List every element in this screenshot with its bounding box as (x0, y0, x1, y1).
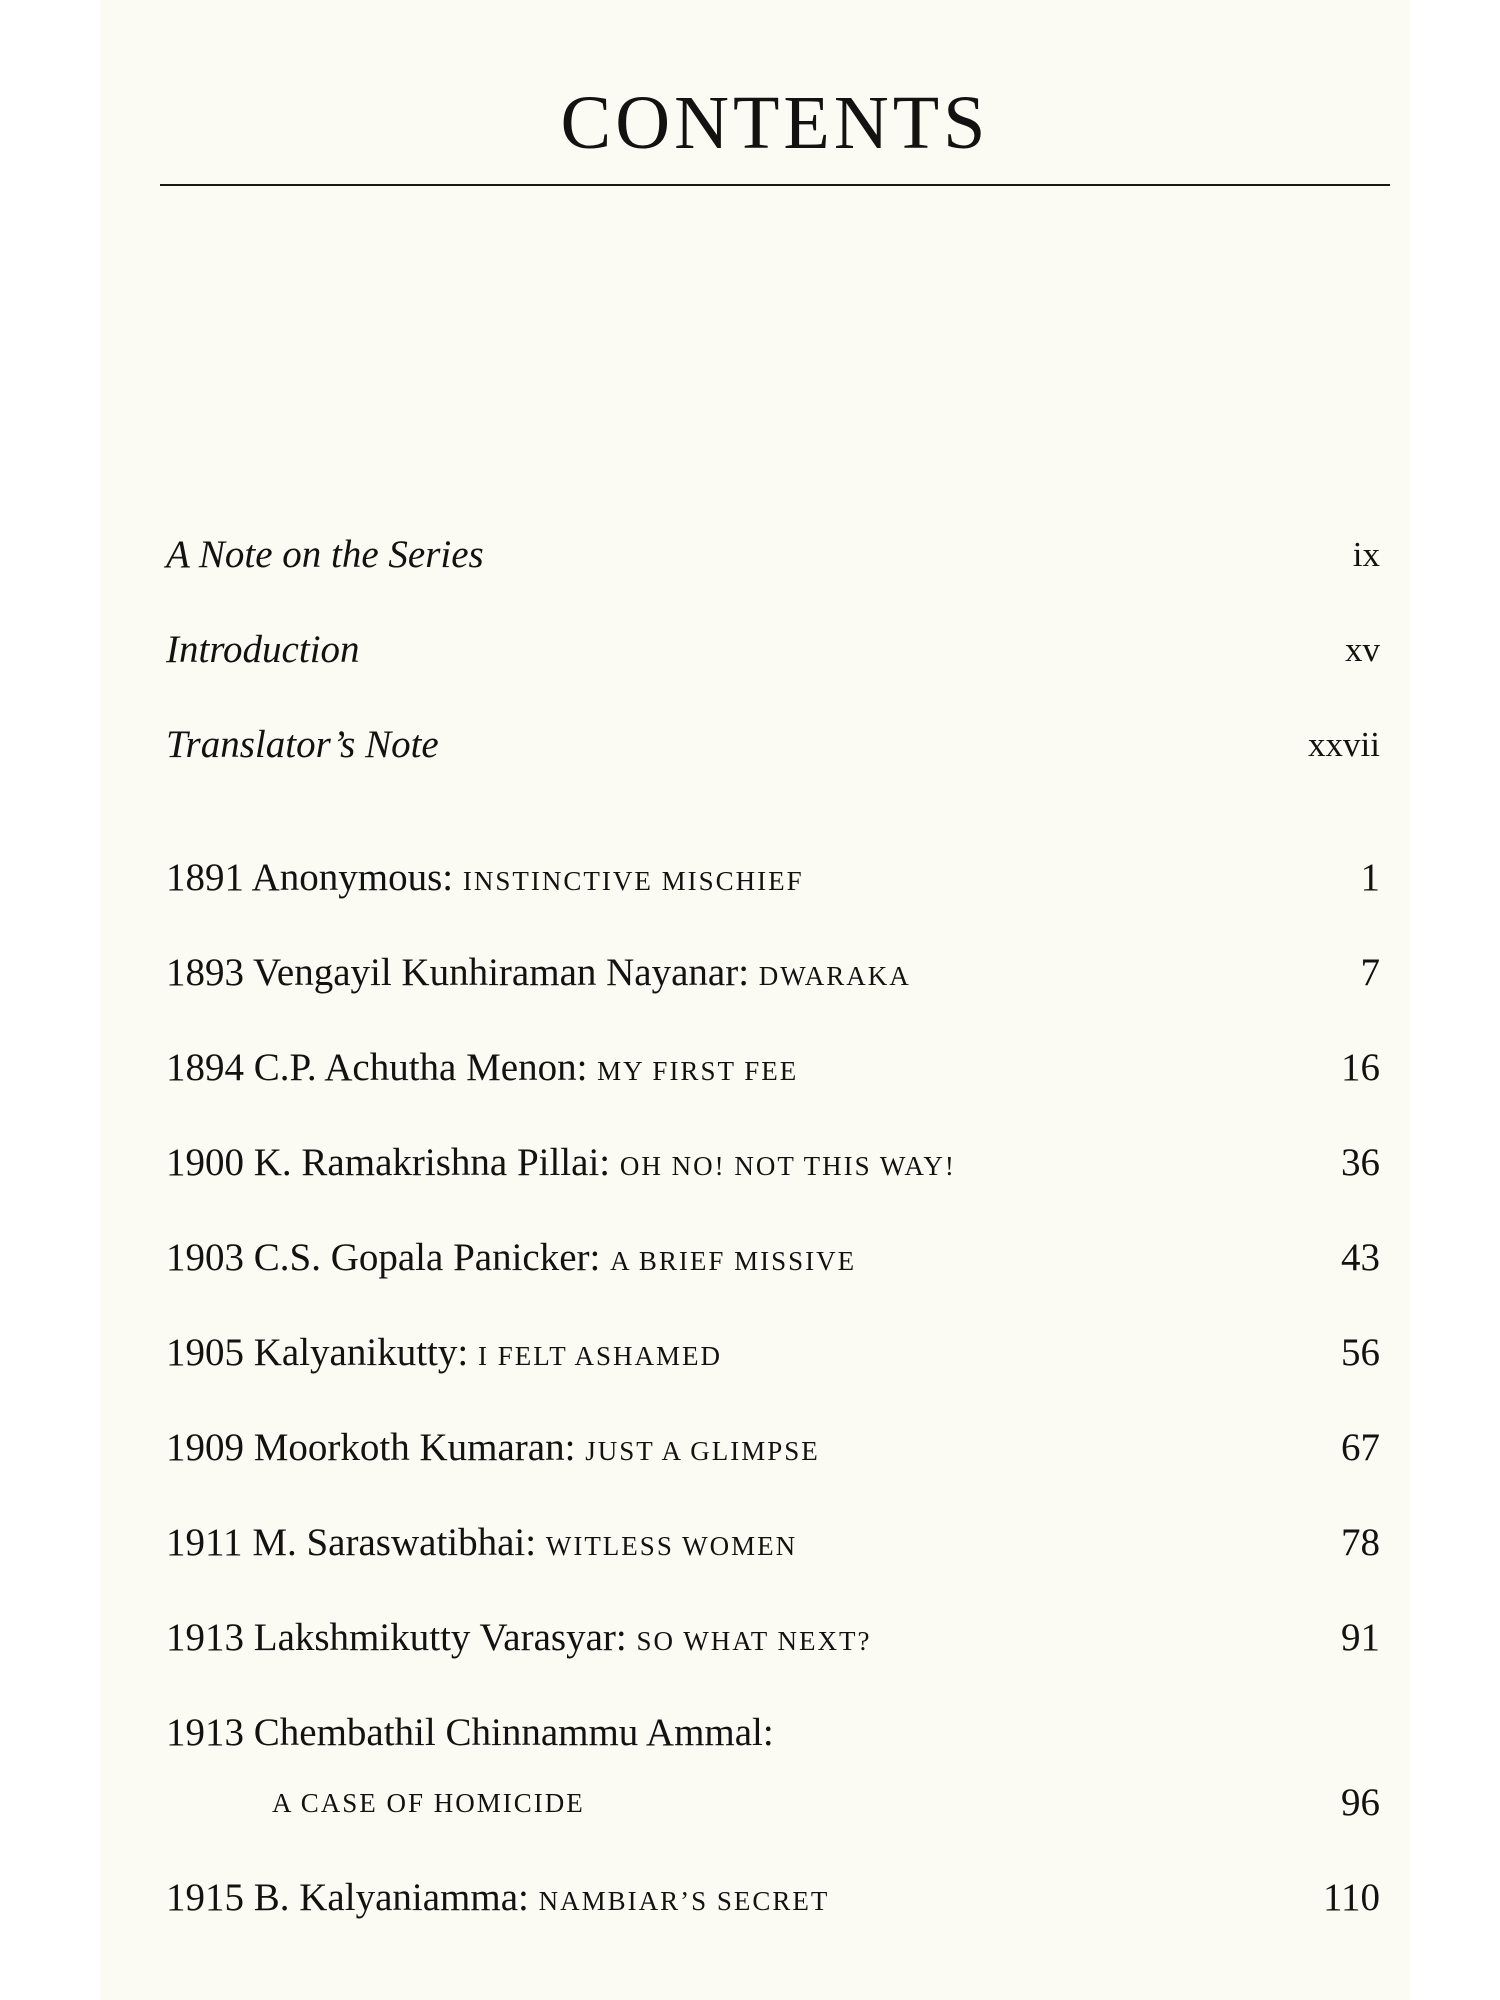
entry-piece-title: A CASE OF HOMICIDE (272, 1788, 585, 1818)
entry-year: 1913 (166, 1711, 244, 1754)
entry-author: Moorkoth Kumaran: (253, 1426, 576, 1469)
toc-entry-1893[interactable] (166, 943, 1380, 1003)
heading-rule (160, 184, 1390, 186)
entry-piece-title: OH NO! NOT THIS WAY! (619, 1151, 956, 1181)
contents-heading: CONTENTS (560, 81, 990, 165)
toc-entry-1913-chinnammu-continued[interactable] (272, 1773, 1380, 1833)
entry-year: 1903 (166, 1236, 244, 1279)
toc-entry-introduction[interactable] (166, 620, 1380, 680)
entry-year: 1915 (166, 1876, 244, 1919)
entry-author: Lakshmikutty Varasyar: (253, 1616, 627, 1659)
entry-author: B. Kalyaniamma: (253, 1876, 529, 1919)
toc-entry-1905[interactable] (166, 1323, 1380, 1383)
entry-author: C.P. Achutha Menon: (253, 1046, 588, 1089)
toc-entry-1891[interactable] (166, 848, 1380, 908)
entry-piece-title: NAMBIAR’S SECRET (538, 1886, 830, 1916)
entry-page-number: ix (1352, 535, 1380, 574)
entry-title: Introduction (166, 628, 360, 671)
entry-author: Kalyanikutty: (253, 1331, 469, 1374)
toc-entry-1909[interactable] (166, 1418, 1380, 1478)
entry-piece-title: SO WHAT NEXT? (636, 1626, 872, 1656)
toc-entry-1903[interactable] (166, 1228, 1380, 1288)
entry-piece-title: INSTINCTIVE MISCHIEF (462, 866, 804, 896)
toc-entry-note-on-series[interactable] (166, 525, 1380, 585)
entry-piece-title: A BRIEF MISSIVE (610, 1246, 857, 1276)
toc-entry-1913-chinnammu[interactable] (166, 1703, 1380, 1763)
entry-author: Anonymous: (251, 856, 454, 899)
entry-author: M. Saraswatibhai: (252, 1521, 537, 1564)
toc-entry-translators-note[interactable] (166, 715, 1380, 775)
entry-piece-title: DWARAKA (758, 961, 911, 991)
toc-entry-1911[interactable] (166, 1513, 1380, 1573)
entry-author: C.S. Gopala Panicker: (253, 1236, 601, 1279)
entry-author: K. Ramakrishna Pillai: (253, 1141, 611, 1184)
entry-year: 1905 (166, 1331, 244, 1374)
entry-page-number: 78 (1341, 1521, 1380, 1564)
entry-page-number: 67 (1341, 1426, 1380, 1469)
entry-piece-title: JUST A GLIMPSE (585, 1436, 820, 1466)
entry-title: Translator’s Note (166, 723, 439, 766)
entry-page-number: 110 (1322, 1876, 1380, 1919)
entry-author: Chembathil Chinnammu Ammal: (253, 1711, 774, 1754)
entry-year: 1894 (166, 1046, 244, 1089)
entry-piece-title: MY FIRST FEE (597, 1056, 799, 1086)
toc-entry-1900[interactable] (166, 1133, 1380, 1193)
entry-year: 1909 (166, 1426, 244, 1469)
entry-page-number: 43 (1341, 1236, 1380, 1279)
entry-year: 1900 (166, 1141, 244, 1184)
entry-piece-title: WITLESS WOMEN (545, 1531, 798, 1561)
toc-entry-1915[interactable] (166, 1868, 1380, 1928)
entry-piece-title: I FELT ASHAMED (477, 1341, 723, 1371)
entry-year: 1911 (166, 1521, 243, 1564)
entry-page-number: xv (1345, 630, 1380, 669)
entry-page-number: 7 (1360, 951, 1380, 994)
entry-author: Vengayil Kunhiraman Nayanar: (253, 951, 750, 994)
entry-year: 1891 (166, 856, 244, 899)
entry-page-number: 91 (1341, 1616, 1380, 1659)
entry-year: 1893 (166, 951, 244, 994)
entry-year: 1913 (166, 1616, 244, 1659)
entry-page-number: 36 (1341, 1141, 1380, 1184)
entry-page-number: 16 (1341, 1046, 1380, 1089)
toc-entry-1913-varasyar[interactable] (166, 1608, 1380, 1668)
entry-page-number: xxvii (1308, 725, 1380, 764)
entry-page-number: 96 (1341, 1781, 1380, 1824)
entry-title: A Note on the Series (166, 533, 484, 576)
toc-entry-1894[interactable] (166, 1038, 1380, 1098)
entry-page-number: 56 (1341, 1331, 1380, 1374)
entry-page-number: 1 (1360, 856, 1380, 899)
